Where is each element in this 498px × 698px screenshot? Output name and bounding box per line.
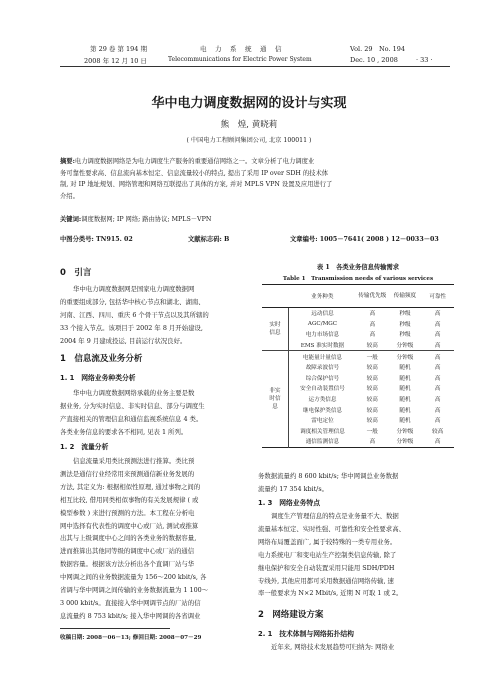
body-line: 各类业务信息的要求各不相同, 见表 1 所列。 xyxy=(60,427,188,436)
abstract-line: 制, 对 IP 地址规划、网络管理和网络互联提出了具体的方案, 并对 MPLS VPN 设置及应用进行了 xyxy=(60,181,333,189)
body-line: 进而推算出其他同等级的调度中心或厂站的通信 xyxy=(60,547,195,556)
table-cell-reliability: 高 xyxy=(434,418,441,425)
table-row xyxy=(262,394,454,405)
table-cell-priority: 较高 xyxy=(366,343,378,350)
table-cell-reliability: 高 xyxy=(434,332,441,339)
abstract-line: 务可靠性要求高、信息流向基本恒定、信息流量较小的特点, 提出了采用 IP over SDH 的技术体 xyxy=(60,169,329,177)
body-line: 电力系统电厂和变电站生产控制类信息传输, 除了 xyxy=(258,550,397,559)
section-1-2-title: 1. 2 流量分析 xyxy=(60,443,109,451)
table-cell-name: 通信监测信息 xyxy=(289,436,356,447)
table-row xyxy=(262,415,454,426)
table-cell-reliability: 较高 xyxy=(432,428,444,435)
body-line: 继电保护和安全自动装置采用只能用 SDH/PDH xyxy=(258,563,395,572)
section-2-1-body xyxy=(258,641,454,654)
table-cell-reliability: 高 xyxy=(434,311,441,318)
table-cell-name: AGC/MGC xyxy=(289,319,356,330)
section-0-title: 0 引言 xyxy=(60,268,92,278)
body-line: 3 000 kbit/s。直接接入华中网调节点的厂站的信 xyxy=(60,598,201,607)
abstract-label: 摘要: xyxy=(60,158,75,165)
table-cell-frequency: 分钟级 xyxy=(396,428,414,435)
abstract xyxy=(60,156,452,202)
table-header-group xyxy=(262,285,289,308)
journal-date: 2008 年 12 月 10 日 xyxy=(84,57,147,65)
table-cell-priority: 较高 xyxy=(366,418,378,425)
section-0-body xyxy=(60,283,255,348)
abstract-line: 电力调度数据网络是为电力调度生产服务的重要通信网络之一。文章分析了电力调度业 xyxy=(74,158,315,165)
body-line: 据业务, 分为实时信息、非实时信息、部分与调度生 xyxy=(60,401,205,410)
table-row xyxy=(262,340,454,351)
table-row xyxy=(262,383,454,394)
table-cell-name: 继电保护类信息 xyxy=(289,404,356,415)
table-cell-priority: 高 xyxy=(369,311,376,318)
table-cell-frequency: 随机 xyxy=(399,375,411,382)
body-line: 产直接相关的管理信息和通信监视系统信息 4 类。 xyxy=(60,414,203,423)
table-cell-priority: 较高 xyxy=(366,386,378,393)
table-cell-name: 调度相关管理信息 xyxy=(289,426,356,437)
table-cell-frequency: 随机 xyxy=(399,418,411,425)
table-cell-frequency: 随机 xyxy=(399,365,411,372)
section-1-3-body xyxy=(258,510,454,600)
table-cell-name: 安全自动装置信号 xyxy=(289,383,356,394)
body-line: 华中电力调度数据网是国家电力调度数据网 xyxy=(73,285,195,293)
table-1 xyxy=(262,285,454,448)
table-row xyxy=(262,351,454,362)
table-cell-frequency: 分钟级 xyxy=(396,354,414,361)
table-cell-reliability: 高 xyxy=(434,354,441,361)
table-cell-frequency: 秒级 xyxy=(399,321,411,328)
received-date: 收稿日期: 2008－06－13; 修回日期: 2008－07－29 xyxy=(60,635,202,641)
table-cell-reliability: 高 xyxy=(434,439,441,446)
document-code: 文献标志码: B xyxy=(188,236,230,243)
table-cell-name: 雷电定位 xyxy=(289,415,356,426)
table-cell-name: 运方类信息 xyxy=(289,394,356,405)
body-line: 调度生产管理信息的特点是业务量不大、数据 xyxy=(271,512,399,520)
table-cell-priority: 高 xyxy=(369,332,376,339)
table-row xyxy=(262,319,454,330)
table-cell-priority: 一般 xyxy=(366,428,378,435)
table-cell-priority: 较高 xyxy=(366,365,378,372)
table-cell-reliability: 高 xyxy=(434,375,441,382)
body-line: 33 个接入节点。该项目于 2002 年 8 月开始建设, xyxy=(60,323,203,332)
table-cell-name: 远动信息 xyxy=(289,308,356,319)
keywords xyxy=(60,214,452,226)
section-1-title: 1 信息流及业务分析 xyxy=(60,354,143,364)
article-number: 文章编号: 1005－7641( 2008 ) 12－0033－03 xyxy=(290,236,439,243)
table-cell-frequency: 秒级 xyxy=(399,311,411,318)
journal-name: 电 力 系 统 通 信 xyxy=(200,45,283,53)
table-cell-priority: 较高 xyxy=(366,375,378,382)
body-line: 的重要组成部分, 包括华中核心节点和湖北、湖南、 xyxy=(60,297,205,306)
table-row xyxy=(262,308,454,319)
table-cell-name: 电能量计量信息 xyxy=(289,351,356,362)
affiliation: ( 中国电力工程顾问集团公司, 北京 100011 ) xyxy=(186,137,312,144)
table-row xyxy=(262,404,454,415)
table-row xyxy=(262,373,454,384)
table-header-type: 业务种类 xyxy=(289,285,356,308)
section-1-1-body xyxy=(60,387,255,439)
table-cell-priority: 较高 xyxy=(366,397,378,404)
body-line: 相互比较, 借用同类相似事物的有关发展规律 ( 或 xyxy=(60,495,199,504)
table-cell-frequency: 分钟级 xyxy=(396,439,414,446)
body-line: 务数据流量约 8 600 kbit/s; 华中网调总业务数据 xyxy=(258,472,399,480)
table-group-label: 实时信息 xyxy=(269,322,281,337)
table-cell-reliability: 高 xyxy=(434,365,441,372)
body-line: 方法, 其定义为: 根据相似性原理, 通过事物之间的 xyxy=(60,482,201,491)
table-header-frequency: 传输频度 xyxy=(389,285,422,308)
table-cell-priority: 一般 xyxy=(366,354,378,361)
clc-number: 中图分类号: TN915. 02 xyxy=(60,236,133,243)
body-line: 流量约 17 354 kbit/s。 xyxy=(258,484,328,493)
body-line: 流量基本恒定、实时性强、可靠性和安全性要求高、 xyxy=(258,524,405,533)
body-line: 河南、江西、四川、重庆 6 个骨干节点以及其所辖的 xyxy=(60,310,209,319)
journal-date-en: Dec. 10 , 2008 xyxy=(350,56,398,64)
table-cell-name: EMS 准实时数据 xyxy=(289,340,356,351)
table-cell-reliability: 高 xyxy=(434,386,441,393)
body-line: 测法是通信行业经常用来预测通信新业务发展的 xyxy=(60,469,195,478)
section-1-2-body xyxy=(60,455,255,623)
right-continuation xyxy=(258,470,454,496)
table-row xyxy=(262,362,454,373)
body-line: 息流量约 8 753 kbit/s; 接入华中网调的各省调业 xyxy=(60,611,201,620)
keywords-text: 调度数据网; IP 网络; 路由协议; MPLS－VPN xyxy=(81,216,212,223)
table-cell-frequency: 随机 xyxy=(399,386,411,393)
table-cell-reliability: 高 xyxy=(434,407,441,414)
body-line: 率一般要求为 N×2 Mbit/s, 近期 N 可取 1 或 2。 xyxy=(258,589,403,598)
table-cell-reliability: 高 xyxy=(434,397,441,404)
body-line: 华中电力调度数据网络承载的业务主要是数 xyxy=(73,389,195,397)
table-cell-name: 综合保护信号 xyxy=(289,373,356,384)
section-2-1-title: 2. 1 技术体制与网络拓扑结构 xyxy=(258,630,354,638)
table-header-reliability: 可靠性 xyxy=(421,285,454,308)
table-group-label: 非实时信息 xyxy=(269,388,281,411)
abstract-line: 介绍。 xyxy=(60,192,79,200)
body-line: 网络布局覆盖面广, 属于较特殊的一类专用业务。 xyxy=(258,537,397,546)
table-row xyxy=(262,436,454,447)
article-title: 华中电力调度数据网的设计与实现 xyxy=(151,96,347,111)
table-row xyxy=(262,426,454,437)
table-row xyxy=(262,329,454,340)
body-line: 近年来, 网络技术发展趋势可归纳为: 网络业 xyxy=(271,643,395,651)
body-line: 模型参数 ) 来进行预测的方法。本工程在分析电 xyxy=(60,508,195,517)
table-cell-reliability: 高 xyxy=(434,321,441,328)
table-header-row xyxy=(262,285,454,308)
table-1-caption-en: Table 1 Transmission needs of various services xyxy=(282,276,434,282)
table-cell-name: 电力市场信息 xyxy=(289,329,356,340)
table-cell-reliability: 高 xyxy=(434,343,441,350)
table-cell-frequency: 随机 xyxy=(399,407,411,414)
section-1-1-title: 1. 1 网络业务种类分析 xyxy=(60,374,136,382)
body-line: 信息流量采用类比预测法进行推算。类比预 xyxy=(73,457,195,465)
table-cell-priority: 高 xyxy=(369,439,376,446)
body-line: 专线外, 其他应用都可采用数据通信网络传输, 速 xyxy=(258,576,394,585)
section-2-title: 2 网络建设方案 xyxy=(258,610,324,620)
authors: 熊 煌, 黄晓莉 xyxy=(220,120,278,130)
section-1-3-title: 1. 3 网络业务特点 xyxy=(258,499,320,507)
body-line: 中网调之间的业务数据流量为 156～200 kbit/s, 各 xyxy=(60,573,207,582)
header-rule xyxy=(60,66,450,67)
table-cell-frequency: 分钟级 xyxy=(396,343,414,350)
footnote-rule xyxy=(60,628,170,629)
journal-vol-en: Vol. 29 No. 194 xyxy=(350,45,406,53)
body-line: 网中选择有代表性的调度中心或厂站, 测试或推算 xyxy=(60,521,199,530)
page-number: · 33 · xyxy=(416,56,433,64)
table-header-priority: 传输优先级 xyxy=(356,285,389,308)
keywords-label: 关键词: xyxy=(60,216,82,223)
table-cell-frequency: 秒级 xyxy=(399,332,411,339)
body-line: 出其与上级调度中心之间的各类业务的数据容量, xyxy=(60,534,197,543)
table-cell-priority: 高 xyxy=(369,321,376,328)
table-cell-priority: 较高 xyxy=(366,407,378,414)
body-line: 数据容量。根据该方法分析出各个直调厂站与华 xyxy=(60,560,195,569)
table-cell-frequency: 随机 xyxy=(399,397,411,404)
body-line: 2004 年 9 月建成投运, 目前运行状况良好。 xyxy=(60,336,187,345)
journal-name-en: Telecommunications for Electric Power System xyxy=(168,56,312,63)
journal-volume: 第 29 卷 第 194 期 xyxy=(90,45,148,53)
body-line: 省调与华中网调之间传输的业务数据流量为 1 100～ xyxy=(60,586,209,595)
table-1-caption: 表 1 各类业务信息传输需求 xyxy=(316,264,400,271)
table-cell-name: 故障录波信号 xyxy=(289,362,356,373)
